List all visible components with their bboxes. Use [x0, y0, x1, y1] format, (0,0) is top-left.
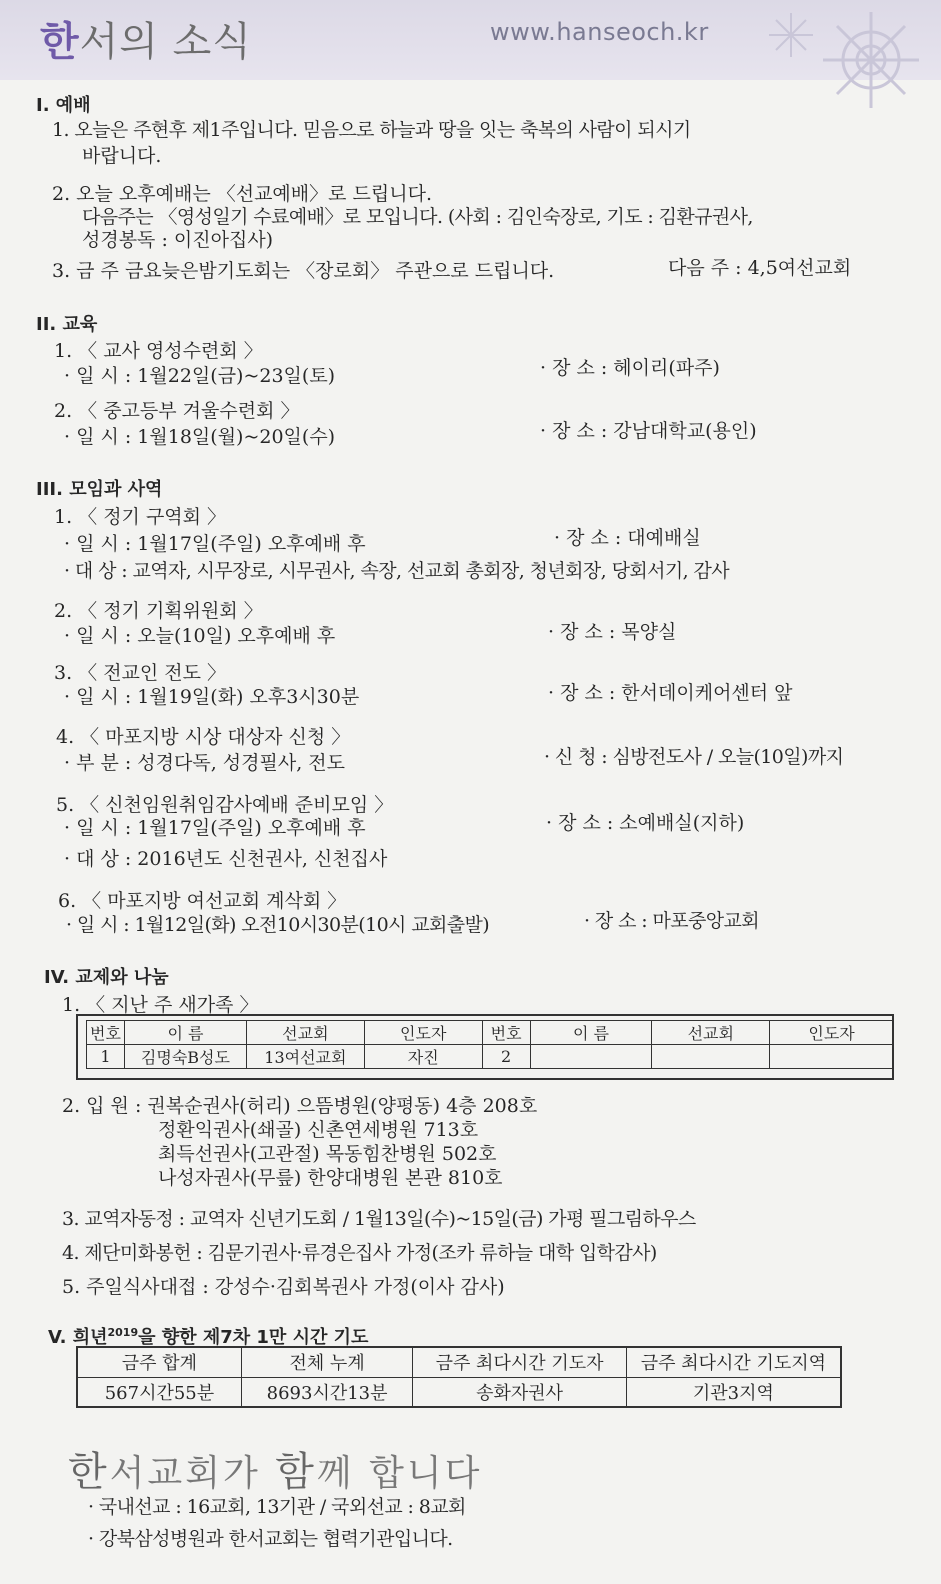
hospital-item-1: 2. 입 원 : 권복순권사(허리) 으뜸병원(양평동) 4층 208호 [62, 1095, 538, 1117]
meeting-item-4-area: · 부 분 : 성경다독, 성경필사, 전도 [64, 752, 346, 774]
worship-item-2-reading: 성경봉독 : 이진아집사) [82, 229, 274, 251]
table-header-cell: 번호 [87, 1021, 125, 1045]
table-cell: 김명숙B성도 [124, 1045, 246, 1069]
table-header-cell: 선교회 [652, 1021, 770, 1045]
meeting-item-2: 2. 〈 정기 기획위원회 〉 [54, 600, 263, 622]
table-row [87, 1045, 894, 1069]
meeting-item-5-date: · 일 시 : 1월17일(주일) 오후예배 후 [64, 817, 366, 839]
worship-item-1: 1. 오늘은 주현후 제1주입니다. 믿음으로 하늘과 땅을 잇는 축복의 사람이 되시기 [52, 119, 691, 141]
worship-item-1-cont: 바랍니다. [82, 145, 162, 167]
table-row [77, 1377, 841, 1407]
table-cell [530, 1045, 652, 1069]
meeting-item-4-apply: · 신 청 : 심방전도사 / 오늘(10일)까지 [544, 746, 844, 768]
hospital-item-3: 최득선권사(고관절) 목동힘찬병원 502호 [158, 1143, 497, 1165]
table-header-cell: 선교회 [246, 1021, 364, 1045]
website-url[interactable]: www.hanseoch.kr [490, 18, 709, 46]
meeting-item-5-place: · 장 소 : 소예배실(지하) [546, 812, 745, 834]
table-header-cell: 전체 누계 [241, 1347, 412, 1377]
table-header-cell: 금주 최다시간 기도지역 [626, 1347, 841, 1377]
fellowship-item-5: 5. 주일식사대접 : 강성수·김회복권사 가정(이사 감사) [62, 1276, 505, 1298]
table-cell [770, 1045, 894, 1069]
meeting-item-6: 6. 〈 마포지방 여선교회 계삭회 〉 [58, 890, 347, 912]
table-header-cell: 인도자 [364, 1021, 482, 1045]
table-cell: 기관3지역 [626, 1377, 841, 1407]
section-worship-title: I. 예배 [36, 95, 91, 116]
table-header-cell: 금주 최다시간 기도자 [413, 1347, 626, 1377]
meeting-item-6-date: · 일 시 : 1월12일(화) 오전10시30분(10시 교회출발) [66, 914, 490, 936]
worship-item-2: 2. 오늘 오후예배는 〈선교예배〉로 드립니다. [52, 183, 432, 205]
hospital-item-4: 나성자권사(무릎) 한양대병원 본관 810호 [158, 1167, 503, 1189]
section-prayer-title: V. 희년$^{2019}$을 향한 제7차 1만 시간 기도 [48, 1326, 369, 1348]
together-banner: 한서교회가 함께 합니다 [68, 1449, 483, 1495]
mission-info: · 국내선교 : 16교회, 13기관 / 국외선교 : 8교회 [88, 1496, 466, 1518]
page-title: 한서의 소식 [40, 19, 252, 65]
section-education-title: II. 교육 [36, 314, 98, 335]
fellowship-item-4: 4. 제단미화봉헌 : 김문기권사·류경은집사 가정(조카 류하늘 대학 입학감사) [62, 1242, 657, 1264]
fellowship-item-1: 1. 〈 지난 주 새가족 〉 [62, 994, 259, 1016]
meeting-item-2-date: · 일 시 : 오늘(10일) 오후예배 후 [64, 625, 336, 647]
table-cell: 송화자권사 [413, 1377, 626, 1407]
header-banner [0, 0, 941, 80]
table-header-cell: 번호 [482, 1021, 530, 1045]
education-item-2-date: · 일 시 : 1월18일(월)~20일(수) [64, 426, 336, 448]
worship-item-3: 3. 금 주 금요늦은밤기도회는 〈장로회〉 주관으로 드립니다. [52, 260, 555, 282]
table-header-row [87, 1021, 894, 1045]
worship-item-3-next: 다음 주 : 4,5여선교회 [668, 257, 852, 279]
education-item-1-date: · 일 시 : 1월22일(금)~23일(토) [64, 365, 336, 387]
table-header-cell: 이 름 [124, 1021, 246, 1045]
education-item-1-place: · 장 소 : 헤이리(파주) [540, 357, 720, 379]
meeting-item-6-place: · 장 소 : 마포중앙교회 [584, 910, 760, 932]
education-item-1: 1. 〈 교사 영성수련회 〉 [54, 340, 263, 362]
meeting-item-5: 5. 〈 신천임원취임감사예배 준비모임 〉 [56, 794, 394, 816]
meeting-item-3-date: · 일 시 : 1월19일(화) 오후3시30분 [64, 686, 360, 708]
table-header-row [77, 1347, 841, 1377]
table-cell: 자진 [364, 1045, 482, 1069]
meeting-item-1: 1. 〈 정기 구역회 〉 [54, 506, 227, 528]
partner-info: · 강북삼성병원과 한서교회는 협력기관입니다. [88, 1528, 453, 1550]
section-fellowship-title: IV. 교제와 나눔 [44, 967, 169, 988]
table-cell: 13여선교회 [246, 1045, 364, 1069]
table-header-cell: 이 름 [530, 1021, 652, 1045]
education-item-2-place: · 장 소 : 강남대학교(용인) [540, 420, 757, 442]
snowflake-icon [721, 0, 941, 120]
fellowship-item-3: 3. 교역자동정 : 교역자 신년기도회 / 1월13일(수)~15일(금) 가평 필그림하우스 [62, 1208, 696, 1230]
meeting-item-4: 4. 〈 마포지방 시상 대상자 신청 〉 [56, 726, 351, 748]
worship-item-2-next: 다음주는 〈영성일기 수료예배〉로 모입니다. (사회 : 김인숙장로, 기도 : 김환규권사, [82, 206, 753, 228]
meeting-item-1-place: · 장 소 : 대예배실 [554, 527, 701, 549]
new-members-table [86, 1020, 894, 1069]
table-cell: 8693시간13분 [241, 1377, 412, 1407]
meeting-item-2-place: · 장 소 : 목양실 [548, 621, 677, 643]
meeting-item-3: 3. 〈 전교인 전도 〉 [54, 662, 227, 684]
table-cell [652, 1045, 770, 1069]
education-item-2: 2. 〈 중고등부 겨울수련회 〉 [54, 400, 300, 422]
meeting-item-5-target: · 대 상 : 2016년도 신천권사, 신천집사 [64, 848, 388, 870]
hospital-item-2: 정환익권사(쇄골) 신촌연세병원 713호 [158, 1119, 479, 1141]
meeting-item-3-place: · 장 소 : 한서데이케어센터 앞 [548, 682, 793, 704]
table-cell: 567시간55분 [77, 1377, 241, 1407]
table-cell: 2 [482, 1045, 530, 1069]
meeting-item-1-date: · 일 시 : 1월17일(주일) 오후예배 후 [64, 533, 366, 555]
table-header-cell: 금주 합계 [77, 1347, 241, 1377]
section-meetings-title: III. 모임과 사역 [36, 479, 163, 500]
prayer-hours-table [76, 1346, 842, 1408]
meeting-item-1-target: · 대 상 : 교역자, 시무장로, 시무권사, 속장, 선교회 총회장, 청년회장, 당회서기, 감사 [64, 560, 729, 582]
table-header-cell: 인도자 [770, 1021, 894, 1045]
table-cell: 1 [87, 1045, 125, 1069]
